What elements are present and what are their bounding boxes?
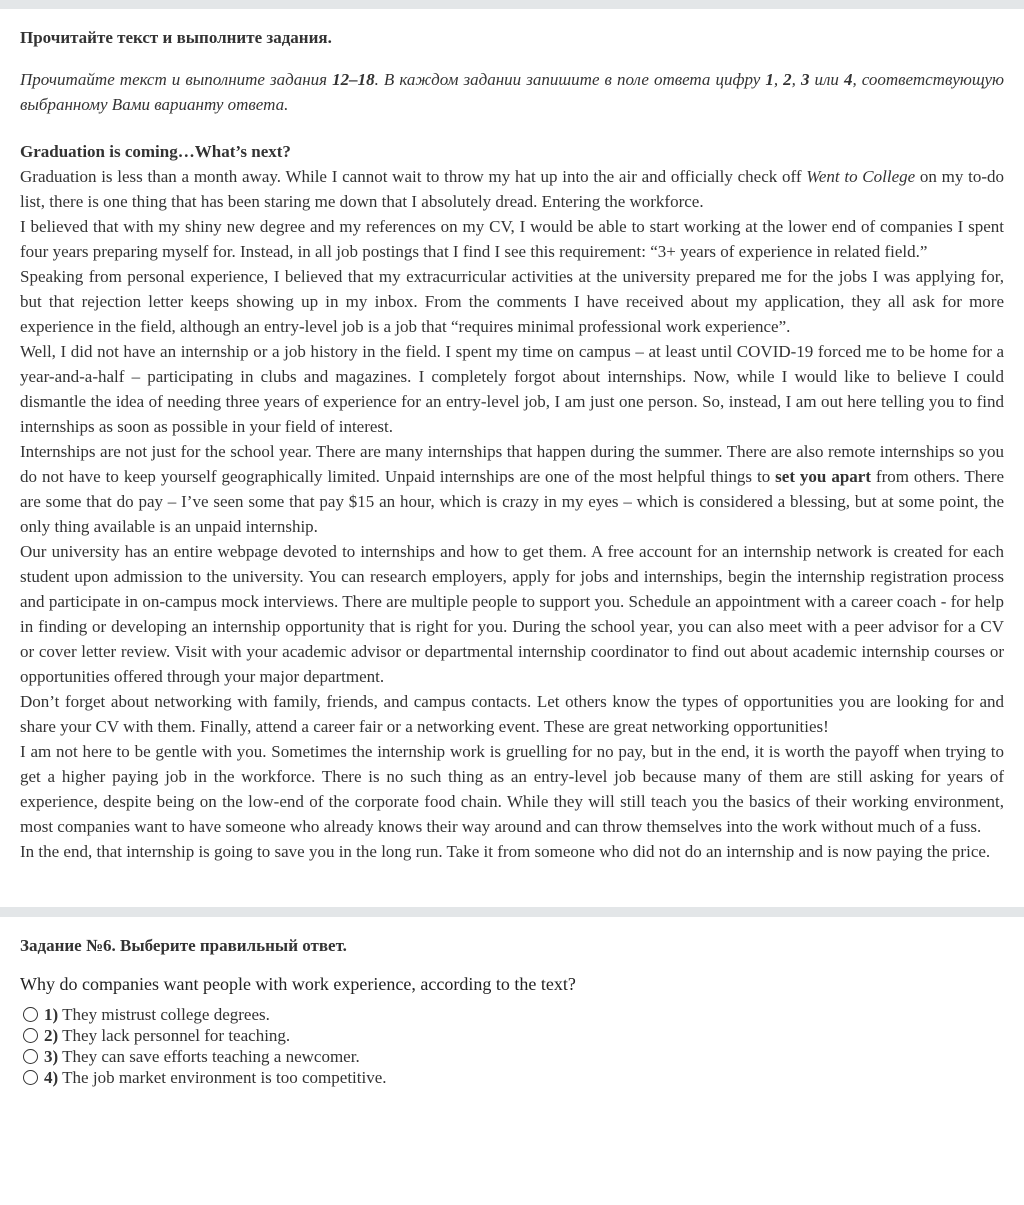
answer-option-3[interactable] <box>20 1046 1004 1067</box>
article-paragraph-5 <box>20 439 1004 539</box>
option-text: The job market environment is too competitive. <box>62 1067 387 1087</box>
section-heading: Прочитайте текст и выполните задания. <box>20 28 332 47</box>
option-number: 2) <box>44 1025 59 1045</box>
task-section <box>0 936 1024 1088</box>
answer-option-4[interactable] <box>20 1067 1004 1088</box>
article-paragraph-9: In the end, that internship is going to save you in the long run. Take it from someone who did not do an internship and is now paying the price. <box>20 842 991 861</box>
answer-options <box>20 1004 1004 1088</box>
instructions <box>20 67 1004 117</box>
option-number: 4) <box>44 1067 59 1087</box>
option-text: They can save efforts teaching a newcomer. <box>62 1046 360 1066</box>
option-text: They mistrust college degrees. <box>62 1004 270 1024</box>
paragraph-text: Internships are not just for the school year. There are many internships that happen during the summer. There are also remote internships so you do not have to keep yourself geographically limited. Unpaid internships are one of the most helpful things to <box>20 442 1004 486</box>
digit-1: 1 <box>765 70 774 89</box>
instruction-text: или <box>809 70 844 89</box>
separator: , <box>773 70 784 89</box>
radio-button[interactable] <box>23 1028 38 1043</box>
article-title: Graduation is coming…What’s next? <box>20 142 291 161</box>
digit-2: 2 <box>783 70 792 89</box>
digit-4: 4 <box>843 70 853 89</box>
option-text: They lack personnel for teaching. <box>62 1025 291 1045</box>
radio-button[interactable] <box>23 1049 38 1064</box>
option-number: 1) <box>44 1004 59 1024</box>
answer-option-1[interactable] <box>20 1004 1004 1025</box>
paragraph-text: on my to-do list, there is one thing that has been staring me down that I absolutely dread. Entering the workforce. <box>20 167 1005 211</box>
separator: , <box>791 70 801 89</box>
question-text: Why do companies want people with work experience, according to the text? <box>20 974 576 994</box>
article-paragraph-6: Our university has an entire webpage devoted to internships and how to get them. A free account for an internship network is created for each student upon admission to the university. You can research employers, apply for jobs and internships, begin the internship registration process and participate in on-campus mock interviews. There are multiple people to support you. Schedule an appointment with a career coach - for help in finding or developing an internship opportunity that is right for you. During the school year, you can also meet with a peer advisor for a CV or cover letter review. Visit with your academic advisor or departmental internship coordinator to find out about academic internship courses or opportunities offered through your major department. <box>20 542 1004 686</box>
article-paragraph-3: Speaking from personal experience, I believed that my extracurricular activities at the university prepared me for the jobs I was applying for, but that rejection letter keeps showing up in my inbox. From the comments I have received about my application, they all ask for more experience in the field, although an entry-level job is a job that “requires minimal professional work experience”. <box>20 267 1004 336</box>
article-paragraph-4: Well, I did not have an internship or a job history in the field. I spent my time on campus – at least until COVID-19 forced me to be home for a year-and-a-half – participating in clubs and magazines. I completely forgot about internships. Now, while I would like to believe I could dismantle the idea of needing three years of experience for an entry-level job, I am just one person. So, instead, I am out here telling you to find internships as soon as possible in your field of interest. <box>20 342 1004 436</box>
task-range: 12–18 <box>332 70 375 89</box>
instruction-text: , соответствующую выбранному Вами варианту ответа. <box>20 70 1005 114</box>
paragraph-text: from others. There are some that do pay – I’ve seen some that pay $15 an hour, which is crazy in my eyes – which is considered a blessing, but at some point, the only thing available is an unpaid internship. <box>20 467 1004 536</box>
option-number: 3) <box>44 1046 59 1066</box>
article-paragraph-1 <box>20 164 1004 214</box>
answer-option-2[interactable] <box>20 1025 1004 1046</box>
article-paragraph-2: I believed that with my shiny new degree and my references on my CV, I would be able to start working at the lower end of companies I spent four years preparing myself for. Instead, in all job postings that I find I see this requirement: “3+ years of experience in related field.” <box>20 217 1004 261</box>
instruction-text: . В каждом задании запишите в поле ответа цифру <box>374 70 766 89</box>
section-divider <box>0 907 1024 917</box>
article-paragraph-8: I am not here to be gentle with you. Sometimes the internship work is gruelling for no pay, but in the end, it is worth the payoff when trying to get a higher paying job in the workforce. There is no such thing as an entry-level job because many of them are still asking for years of experience, despite being on the low-end of the corporate food chain. While they will still teach you the basics of their working environment, most companies want to have someone who already knows their way around and can throw themselves into the work without much of a fuss. <box>20 742 1004 836</box>
paragraph-text: Graduation is less than a month away. While I cannot wait to throw my hat up into the air and officially check off <box>20 167 807 186</box>
reading-section <box>0 28 1024 864</box>
bold-phrase: set you apart <box>775 467 871 486</box>
radio-button[interactable] <box>23 1070 38 1085</box>
instruction-text: Прочитайте текст и выполните задания <box>20 70 333 89</box>
article-paragraph-7: Don’t forget about networking with family, friends, and campus contacts. Let others know the types of opportunities you are looking for and share your CV with them. Finally, attend a career fair or a networking event. These are great networking opportunities! <box>20 692 1004 736</box>
task-title: Задание №6. Выберите правильный ответ. <box>20 936 347 955</box>
italic-phrase: Went to College <box>806 167 916 186</box>
top-bar <box>0 0 1024 9</box>
digit-3: 3 <box>800 70 810 89</box>
radio-button[interactable] <box>23 1007 38 1022</box>
